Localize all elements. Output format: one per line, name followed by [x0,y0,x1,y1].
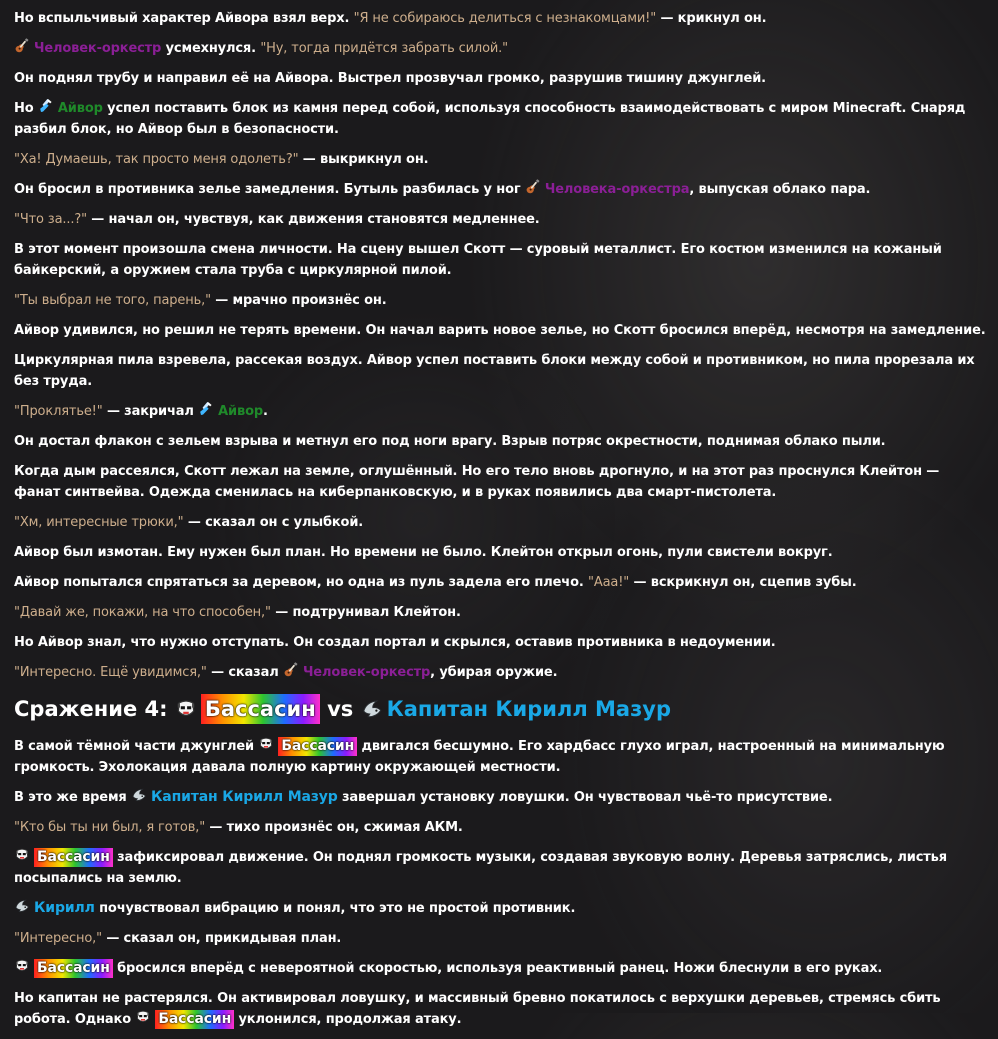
paragraph [14,632,986,653]
text: В это же время [14,790,132,805]
text: усмехнулся. [161,41,261,56]
character-kapitan: Капитан Кирилл Мазур [386,697,672,721]
potion-icon [198,401,214,417]
paragraph [14,350,986,392]
robot-mask-icon [135,1009,151,1025]
paragraph [14,602,986,623]
text: — выкрикнул он. [298,152,429,167]
paragraph [14,662,986,683]
text: Он поднял трубу и направил её на Айвора. Выстрел прозвучал громко, разрушив тишину джунглей. [14,71,766,86]
text: успел поставить блок из камня перед собой, используя способность взаимодействовать с миром Minecraft. Снаряд разбил блок, но Айвор был в безопасности. [14,101,966,137]
text: почувствовал вибрацию и понял, что это не простой противник. [94,901,576,916]
text: Циркулярная пила взревела, рассекая воздух. Айвор успел поставить блоки между собой и противником, но пила прорезала их без труда. [14,353,975,389]
paragraph [14,401,986,422]
character-orchestra: Человека-оркестра [544,182,690,197]
character-orchestra: Человек-оркестр [302,665,431,680]
paragraph [14,38,986,59]
character-bassasin: Бассасин [278,737,357,756]
shark-icon [361,698,383,720]
paragraph [14,787,986,808]
text: Он достал флакон с зельем взрыва и метнул его под ноги врагу. Взрыв потряс окрестности, поднимая облако пыли. [14,434,886,449]
character-aivor: Айвор [57,101,103,116]
guitar-icon [283,662,299,678]
text: — тихо произнёс он, сжимая АКМ. [205,820,463,835]
text: — закричал [102,404,199,419]
text: Но [14,101,38,116]
quote: "Хм, интересные трюки," [14,515,184,530]
paragraph [14,736,986,778]
text: — вскрикнул он, сцепив зубы. [629,575,857,590]
character-bassasin: Бассасин [34,959,113,978]
robot-mask-icon [258,736,274,752]
quote: "Интересно. Ещё увидимся," [14,665,207,680]
text: Он бросил в противника зелье замедления. Бутыль разбилась у ног [14,182,525,197]
paragraph [14,572,986,593]
paragraph [14,239,986,281]
character-orchestra: Человек-оркестр [34,41,162,56]
heading-vs: vs [319,697,361,721]
paragraph [14,461,986,503]
paragraph [14,68,986,89]
quote: "Давай же, покажи, на что способен," [14,605,271,620]
paragraph [14,149,986,170]
story-text [14,8,986,1039]
paragraph [14,431,986,452]
text: — крикнул он. [656,11,767,26]
robot-mask-icon [175,698,197,720]
text: Но Айвор знал, что нужно отступать. Он создал портал и скрылся, оставив противника в недоумении. [14,635,776,650]
heading-prefix: Сражение 4: [14,697,175,721]
text: — начал он, чувствуя, как движения становятся медленнее. [86,212,540,227]
robot-mask-icon [14,958,30,974]
paragraph [14,817,986,838]
paragraph [14,290,986,311]
text: . [263,404,268,419]
paragraph [14,98,986,140]
text: Когда дым рассеялся, Скотт лежал на земле, оглушённый. Но его тело вновь дрогнуло, и на этот раз проснулся Клейтон — фанат синтвейва. Одежда сменилась на киберпанковскую, и в руках появились два смарт-пистолета. [14,464,940,500]
paragraph [14,542,986,563]
quote: "Кто бы ты ни был, я готов," [14,820,206,835]
paragraph [14,928,986,949]
paragraph [14,209,986,230]
quote: "Интересно," [14,931,102,946]
text: , убирая оружие. [430,665,558,680]
character-bassasin: Бассасин [201,694,320,724]
character-bassasin: Бассасин [155,1010,234,1029]
paragraph [14,847,986,889]
text: — подтрунивал Клейтон. [270,605,461,620]
text: В самой тёмной части джунглей [14,739,259,754]
character-bassasin: Бассасин [34,848,113,867]
paragraph [14,179,986,200]
text: — сказал он, прикидывая план. [101,931,342,946]
shark-icon [14,898,30,914]
quote: "Я не собираюсь делиться с незнакомцами!" [353,11,657,26]
quote: "Ты выбрал не того, парень," [14,293,211,308]
paragraph [14,958,986,979]
text: Айвор попытался спрятаться за деревом, но одна из пуль задела его плечо. [14,575,589,590]
paragraph [14,320,986,341]
text: В этот момент произошла смена личности. На сцену вышел Скотт — суровый металлист. Его костюм изменился на кожаный байкерский, а оружием стала труба с циркулярной пилой. [14,242,942,278]
text: Но вспыльчивый характер Айвора взял верх. [14,11,354,26]
paragraph [14,988,986,1030]
text: — сказал он с улыбкой. [183,515,364,530]
text: Но капитан не растерялся. Он активировал ловушку, и массивный бревно покатилось с верхушки деревьев, стремясь сбить робота. Однако [14,991,941,1027]
text: бросился вперёд с невероятной скоростью, используя реактивный ранец. Ножи блеснули в его руках. [112,961,883,976]
paragraph [14,898,986,919]
potion-icon [38,98,54,114]
quote: "Что за...?" [14,212,87,227]
text: зафиксировал движение. Он поднял громкость музыки, создавая звуковую волну. Деревья затряслись, листья посыпались на землю. [14,850,947,886]
character-kirill: Кирилл [34,900,95,916]
text: завершал установку ловушки. Он чувствовал чьё-то присутствие. [337,790,833,805]
text: — мрачно произнёс он. [210,293,387,308]
text: Айвор был измотан. Ему нужен был план. Но времени не было. Клейтон открыл огонь, пули свистели вокруг. [14,545,833,560]
quote: "Ну, тогда придётся забрать силой." [260,41,508,56]
text: двигался бесшумно. Его хардбасс глухо играл, настроенный на минимальную громкость. Эхолокация давала полную картину окружающей местности. [14,739,945,775]
text: , выпуская облако пара. [689,182,871,197]
quote: "Ха! Думаешь, так просто меня одолеть?" [14,152,299,167]
battle-heading [14,692,986,726]
paragraph [14,512,986,533]
text: — сказал [206,665,283,680]
paragraph [14,8,986,29]
quote: "Проклятье!" [14,404,103,419]
robot-mask-icon [14,847,30,863]
character-kapitan: Капитан Кирилл Мазур [151,789,338,805]
shark-icon [131,787,147,803]
text: уклонился, продолжая атаку. [234,1012,462,1027]
guitar-icon [14,38,30,54]
character-aivor: Айвор [218,404,264,419]
quote: "Ааа!" [588,575,630,590]
guitar-icon [525,179,541,195]
text: Айвор удивился, но решил не терять времени. Он начал варить новое зелье, но Скотт бросился вперёд, несмотря на замедление. [14,323,986,338]
